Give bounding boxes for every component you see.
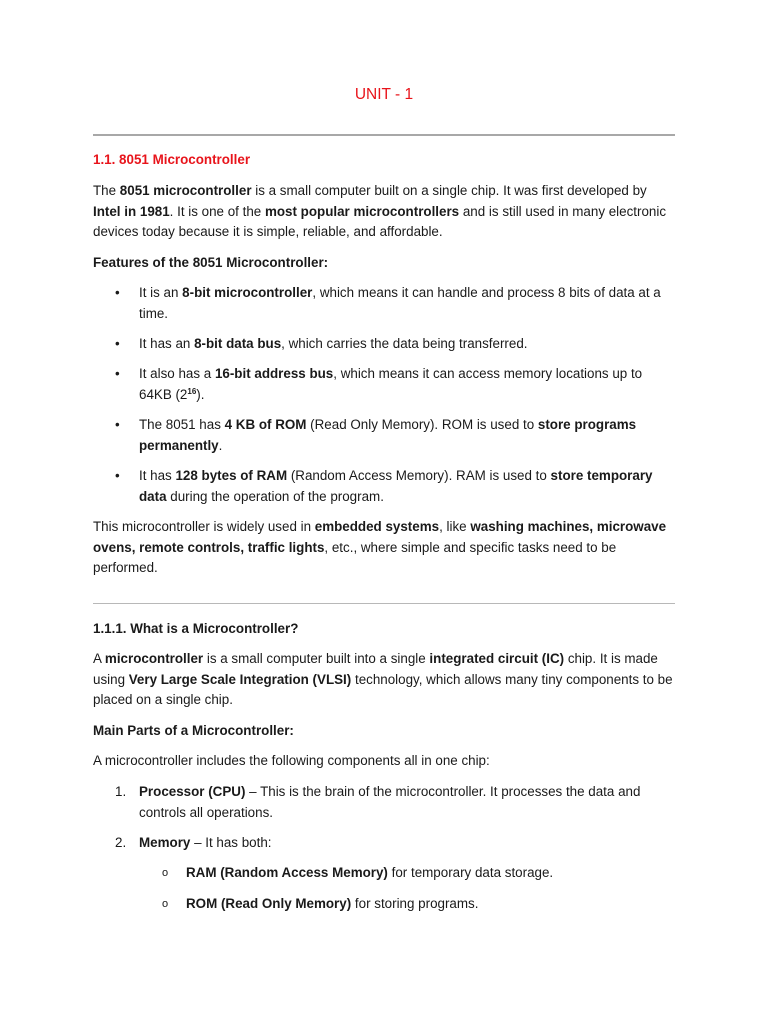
bullet-icon: • [115,336,120,351]
bold-text: 8-bit microcontroller [182,285,313,300]
list-number: 1. [115,784,127,799]
bullet-icon: • [115,417,120,432]
text-run: (Random Access Memory). RAM is used to [287,468,551,483]
top-divider [93,134,675,136]
main-parts-intro: A microcontroller includes the following components all in one chip: [93,753,490,768]
text-run: , like [439,519,471,534]
text-run: ). [196,386,205,402]
intro-paragraph [93,181,675,243]
feature-text [139,283,675,324]
superscript: 16 [187,386,197,396]
list-number: 2. [115,835,127,850]
text-run: for storing programs. [351,896,479,911]
bold-text: 8-bit data bus [194,336,282,351]
bold-text: 16-bit address bus [214,366,334,381]
text-run: It has an [139,336,195,351]
bold-text: 4 KB of ROM [224,417,307,432]
text-run: This microcontroller is widely used in [93,519,315,534]
main-parts-heading: Main Parts of a Microcontroller: [93,723,294,738]
text-run: The [93,183,120,198]
bullet-icon: • [115,366,120,381]
bullet-icon: • [115,285,120,300]
section-title: 1.1. 8051 Microcontroller [93,152,251,167]
text-run: It has [139,468,176,483]
text-run: for temporary data storage. [387,865,554,880]
bold-text: RAM (Random Access Memory) [186,865,388,880]
text-run: is a small computer built into a single [203,651,430,666]
text-run: , which means it can access memory locations up to 64KB (2 [139,366,643,402]
feature-text [139,415,675,456]
what-paragraph [93,649,675,711]
part-text [139,782,675,823]
bold-text: 8051 microcontroller [119,183,252,198]
text-run: and is still used in many electronic devices today because it is simple, reliable, and affordable. [93,203,667,240]
bold-text: store temporary data [139,468,653,504]
text-run: – This is the brain of the microcontroller. It processes the data and controls all operations. [139,784,641,820]
sub-item-text [186,863,675,884]
circle-bullet-icon: o [162,898,169,910]
bullet-icon: • [115,468,120,483]
text-run: (Read Only Memory). ROM is used to [306,417,538,432]
subsection-title: 1.1.1. What is a Microcontroller? [93,621,299,636]
feature-text [139,364,675,405]
sub-item-text [186,894,675,915]
usage-paragraph [93,517,675,579]
bold-text: ROM (Read Only Memory) [186,896,352,911]
text-run: during the operation of the program. [166,488,384,504]
bold-text: Memory [139,835,191,850]
bold-text: Processor (CPU) [139,784,246,799]
bold-text: embedded systems [314,519,440,534]
bold-text: 128 bytes of RAM [175,468,288,483]
text-run: chip. It is made using [93,651,658,687]
text-run: , etc., where simple and specific tasks need to be performed. [93,539,617,576]
bold-text: integrated circuit (IC) [429,651,565,666]
text-run: It also has a [139,366,215,381]
text-run: The 8051 has [139,417,225,432]
unit-title: UNIT - 1 [354,86,414,103]
bold-text: Very Large Scale Integration (VLSI) [128,671,352,687]
text-run: A [93,651,105,666]
bold-text: Intel in 1981 [93,203,170,219]
text-run: . It is one of the [169,203,265,219]
bold-text: most popular microcontrollers [264,203,460,219]
text-run: , which means it can handle and process 8 bits of data at a time. [139,285,661,321]
bold-text: microcontroller [104,651,204,666]
features-heading: Features of the 8051 Microcontroller: [93,255,329,270]
text-run: . [218,437,223,453]
part-text [139,833,675,854]
text-run: It is an [139,285,183,300]
bold-text: washing machines, microwave ovens, remote controls, traffic lights [93,519,667,555]
text-run: , which carries the data being transferred. [281,336,528,351]
feature-text [139,466,675,507]
feature-text [139,334,675,355]
bold-text: store programs permanently [139,417,637,453]
text-run: technology, which allows many tiny components to be placed on a single chip. [93,671,673,708]
text-run: is a small computer built on a single chip. It was first developed by [251,183,647,198]
text-run: – It has both: [190,835,272,850]
circle-bullet-icon: o [162,867,169,879]
section-divider [93,603,675,604]
